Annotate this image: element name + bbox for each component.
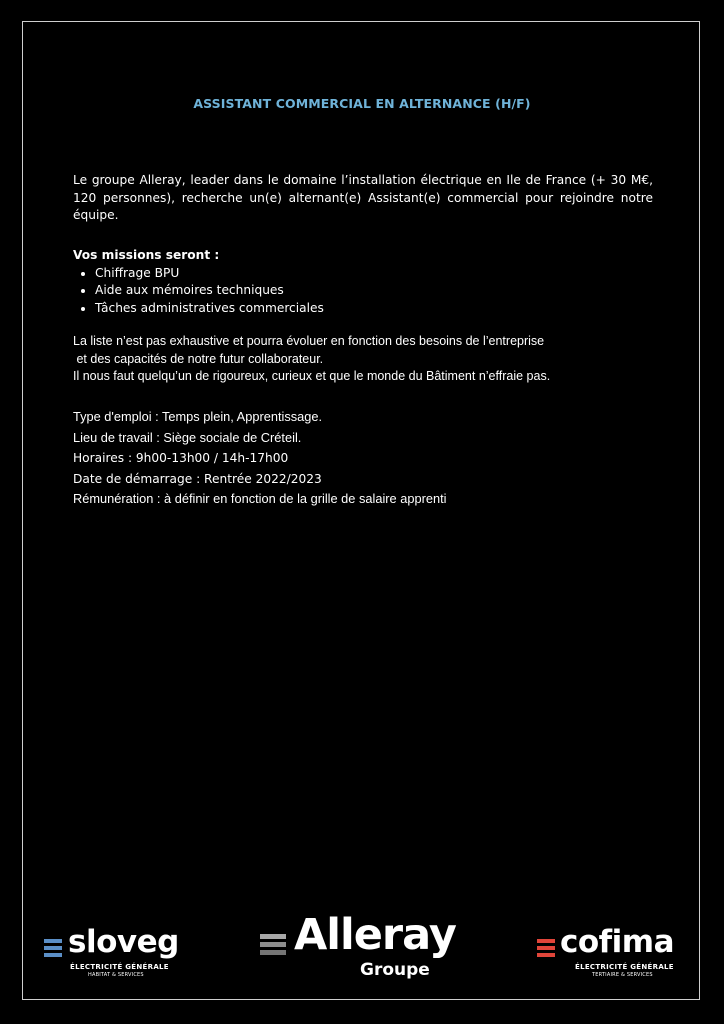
cofima-logo	[537, 924, 687, 980]
alleray-wordmark: Alleray	[294, 910, 456, 960]
conditions-line: La liste n’est pas exhaustive et pourra évoluer en fonction des besoins de l’entreprise	[73, 334, 545, 348]
sloveg-stripes-icon	[44, 939, 62, 960]
conditions-line: Il nous faut quelqu’un de rigoureux, curieux et que le monde du Bâtiment n’effraie pas.	[73, 369, 551, 383]
missions-heading: Vos missions seront :	[73, 248, 220, 262]
sloveg-tagline: ÉLECTRICITÉ GÉNÉRALE	[70, 963, 169, 971]
intro-paragraph: Le groupe Alleray, leader dans le domaine l’installation électrique en Ile de France (+ 30 M€, 120 personnes), recherche un(e) alternant(e) Assistant(e) commercial pour rejoindre notre équipe.	[73, 173, 653, 222]
job-location: Lieu de travail : Siège sociale de Créteil.	[73, 429, 302, 445]
mission-item: • Aide aux mémoires techniques	[95, 282, 653, 300]
cofima-wordmark: cofima	[560, 924, 675, 960]
job-hours: Horaires : 9h00-13h00 / 14h-17h00	[73, 451, 289, 465]
page-title: ASSISTANT COMMERCIAL EN ALTERNANCE (H/F)	[193, 96, 531, 111]
alleray-logo	[258, 910, 478, 988]
sloveg-logo	[44, 924, 194, 980]
page-frame	[22, 21, 700, 1000]
alleray-stripes-icon	[260, 934, 286, 958]
job-salary: Rémunération : à définir en fonction de la grille de salaire apprenti	[73, 491, 447, 506]
conditions-paragraph	[73, 333, 663, 386]
cofima-subtagline: TERTIAIRE & SERVICES	[592, 972, 653, 978]
sloveg-subtagline: HABITAT & SERVICES	[88, 972, 144, 978]
sloveg-wordmark: sloveg	[68, 924, 179, 960]
alleray-subtitle: Groupe	[360, 960, 430, 980]
job-details	[73, 407, 663, 510]
missions-section	[73, 247, 653, 317]
job-type: Type d'emploi : Temps plein, Apprentissage.	[73, 409, 323, 424]
cofima-tagline: ÉLECTRICITÉ GÉNÉRALE	[575, 963, 674, 971]
mission-item: • Chiffrage BPU	[95, 265, 653, 283]
missions-list	[73, 265, 653, 318]
conditions-line: et des capacités de notre futur collaborateur.	[73, 351, 324, 366]
job-start-date: Date de démarrage : Rentrée 2022/2023	[73, 471, 322, 486]
cofima-stripes-icon	[537, 939, 555, 960]
mission-item: • Tâches administratives commerciales	[95, 300, 653, 318]
